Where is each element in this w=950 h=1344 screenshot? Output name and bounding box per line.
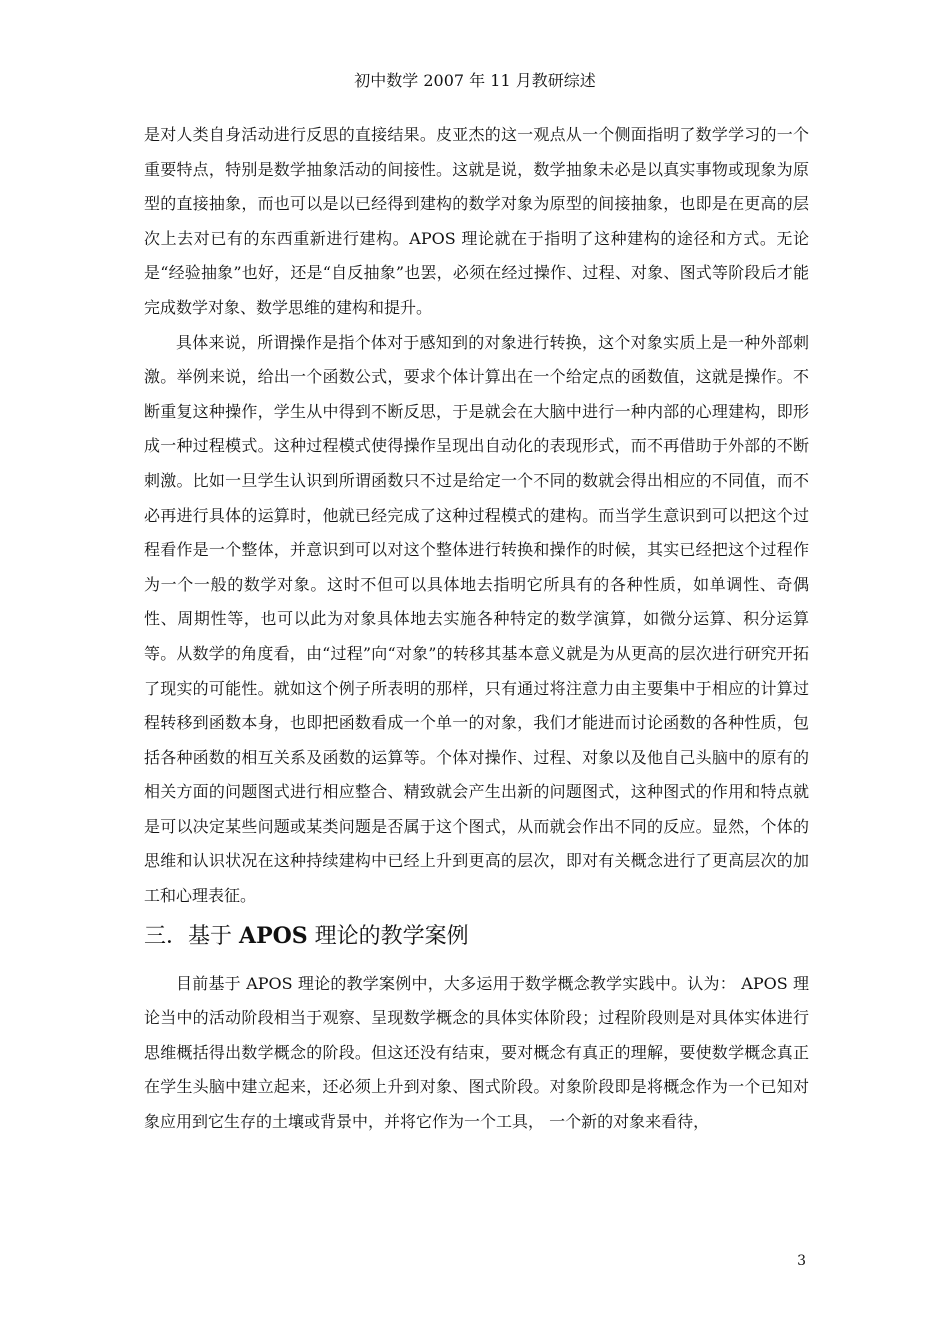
page-header: 初中数学 2007 年 11 月教研综述 — [354, 71, 596, 90]
paragraph-2: 具体来说，所谓操作是指个体对于感知到的对象进行转换，这个对象实质上是一种外部刺激。举例来说，给出一个函数公式，要求个体计算出在一个给定点的函数值，这就是操作。不断重复这种操作，学生从中得到不断反思，于是就会在大脑中进行一种内部的心理建构，即形成一种过程模式。这种过程模式使得操作呈现出自动化的表现形式，而不再借助于外部的不断刺激。比如一旦学生认识到所谓函数只不过是给定一个不同的数就会得出相应的不同值，而不必再进行具体的运算时，他就已经完成了这种过程模式的建构。而当学生意识到可以把这个过程看作是一个整体，并意识到可以对这个整体进行转换和操作的时候，其实已经把这个过程作为一个一般的数学对象。这时不但可以具体地去指明它所具有的各种性质，如单调性、奇偶性、周期性等，也可以此为对象具体地去实施各种特定的数学演算，如微分运算、积分运算等。从数学的角度看，由“过程”向“对象”的转移其基本意义就是为从更高的层次进行研究开拓了现实的可能性。就如这个例子所表明的那样，只有通过将注意力由主要集中于相应的计算过程转移到函数本身，也即把函数看成一个单一的对象，我们才能进而讨论函数的各种性质，包括各种函数的相互关系及函数的运算等。个体对操作、过程、对象以及他自己头脑中的原有的相关方面的问题图式进行相应整合、精致就会产生出新的问题图式，这种图式的作用和特点就是可以决定某些问题或某类问题是否属于这个图式，从而就会作出不同的反应。显然，个体的思维和认识状况在这种持续建构中已经上升到更高的层次，即对有关概念进行了更高层次的加工和心理表征。 — [144, 332, 809, 906]
page-number: 3 — [797, 1253, 806, 1269]
section-heading-prefix: 三．基于 — [144, 923, 239, 949]
paragraph-3: 目前基于 APOS 理论的教学案例中，大多运用于数学概念教学实践中。认为： APOS 理论当中的活动阶段相当于观察、呈现数学概念的具体实体阶段；过程阶段则是对具体实体进行思维概括得出数学概念的阶段。但这还没有结束，要对概念有真正的理解，要使数学概念真正在学生头脑中建立起来，还必须上升到对象、图式阶段。对象阶段即是将概念作为一个已知对象应用到它生存的土壤或背景中，并将它作为一个工具， 一个新的对象来看待， — [144, 973, 809, 1132]
section-heading-bold: APOS — [239, 922, 308, 949]
section-heading — [144, 916, 809, 957]
document-body — [144, 118, 809, 1140]
paragraph-1: 是对人类自身活动进行反思的直接结果。皮亚杰的这一观点从一个侧面指明了数学学习的一个重要特点，特别是数学抽象活动的间接性。这就是说，数学抽象未必是以真实事物或现象为原型的直接抽象，而也可以是以已经得到建构的数学对象为原型的间接抽象，也即是在更高的层次上去对已有的东西重新进行建构。APOS 理论就在于指明了这种建构的途径和方式。无论是“经验抽象”也好，还是“自反抽象”也罢，必须在经过操作、过程、对象、图式等阶段后才能完成数学对象、数学思维的建构和提升。 — [144, 125, 809, 317]
section-heading-suffix: 理论的教学案例 — [307, 923, 469, 949]
